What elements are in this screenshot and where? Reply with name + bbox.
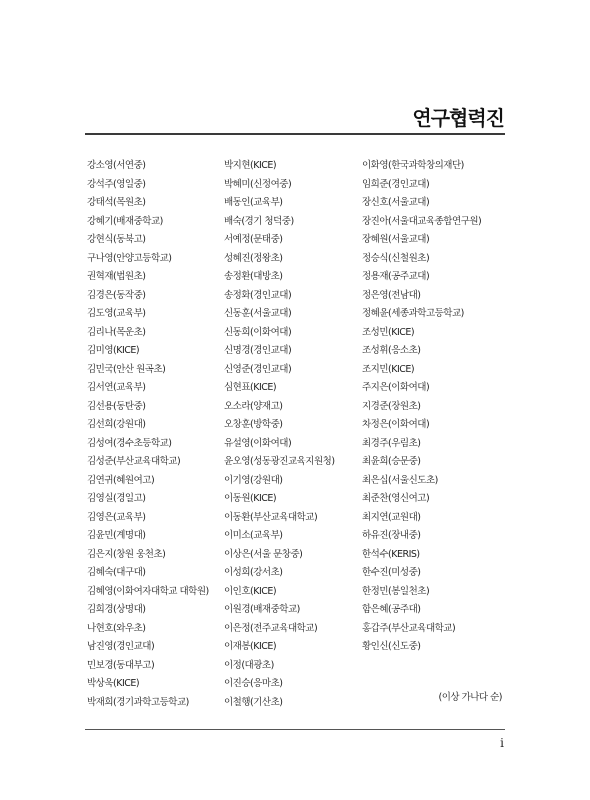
contributor-name: 한수진(미성중) — [362, 567, 421, 578]
contributor-name: 하유진(장내중) — [362, 530, 421, 541]
contributor-column-2 — [224, 157, 335, 712]
contributor-name: 김서연(교육부) — [87, 382, 146, 393]
contributor-name: 강석주(영일중) — [87, 178, 146, 190]
contributor-name: 김영실(경일고) — [87, 493, 146, 504]
contributor-name: 김성준(부산교육대학교) — [87, 456, 181, 467]
contributor-name: 권혁재(법원초) — [87, 271, 146, 282]
contributor-name: 최준찬(영신여고) — [362, 493, 430, 504]
contributor-name: 김혜영(이화여자대학교 대학원) — [87, 585, 209, 597]
contributor-name: 김미영(KICE) — [87, 345, 140, 356]
contributor-name: 송정화(경인교대) — [224, 289, 292, 301]
contributor-name: 최경주(우림초) — [362, 437, 421, 449]
contributor-name: 윤오영(성동광진교육지원청) — [224, 456, 335, 467]
contributor-name: 박혜미(신정여중) — [224, 178, 292, 190]
contributor-name: 배동인(교육부) — [224, 197, 283, 208]
contributor-name: 성혜진(정왕초) — [224, 252, 283, 264]
contributor-name: 강태석(목원초) — [87, 197, 146, 208]
contributor-name: 신영준(경인교대) — [224, 363, 292, 375]
contributor-name: 김희경(상명대) — [87, 604, 146, 615]
contributor-name: 김선용(동탄중) — [87, 400, 146, 412]
contributor-name: 박지현(KICE) — [224, 160, 277, 171]
contributor-name: 이철행(기산초) — [224, 696, 283, 708]
contributor-name: 황인신(신도중) — [362, 641, 421, 652]
contributor-name: 강현식(동북고) — [87, 234, 146, 245]
contributor-name: 신동희(이화여대) — [224, 326, 292, 338]
contributor-name: 심현표(KICE) — [224, 382, 277, 393]
contributor-name: 장신호(서울교대) — [362, 197, 430, 208]
contributor-name: 정혜윤(세종과학고등학교) — [362, 308, 464, 319]
contributor-name: 최은십(서울신도초) — [362, 474, 438, 486]
contributor-name: 박재희(경기과학고등학교) — [87, 696, 189, 708]
contributor-name: 이미소(교육부) — [224, 530, 283, 541]
contributor-name: 김선희(강원대) — [87, 419, 146, 430]
contributor-name: 지경준(장원초) — [362, 400, 421, 412]
contributor-name: 강소영(서연중) — [87, 160, 146, 171]
contributor-name: 한정민(봉일천초) — [362, 585, 430, 597]
contributor-name: 조지민(KICE) — [362, 363, 415, 375]
contributor-name: 이은정(전주교육대학교) — [224, 622, 318, 634]
contributor-name: 오창훈(방학중) — [224, 419, 283, 430]
contributor-name: 최지연(교원대) — [362, 511, 421, 523]
contributor-name: 신명경(경인교대) — [224, 345, 292, 356]
page-title: 연구협력진 — [412, 106, 504, 130]
contributor-name: 유설영(이화여대) — [224, 437, 292, 449]
contributor-name: 임희준(경인교대) — [362, 178, 430, 190]
contributor-name: 이정(대광초) — [224, 659, 274, 671]
contributor-name: 민보경(동대부고) — [87, 659, 155, 671]
contributor-name: 차정은(이화여대) — [362, 419, 430, 430]
contributor-name: 김도영(교육부) — [87, 308, 146, 319]
contributor-name: 이진승(응마초) — [224, 678, 283, 689]
contributor-name: 이원경(배재중학교) — [224, 604, 300, 615]
contributor-name: 주지은(이화여대) — [362, 382, 430, 393]
contributor-name: 정은영(전남대) — [362, 289, 421, 301]
contributor-name: 김성여(경수초등학교) — [87, 437, 172, 449]
contributor-name: 조성민(KICE) — [362, 326, 415, 338]
contributor-name: 정승식(신철원초) — [362, 252, 430, 264]
contributor-name: 장혜원(서울교대) — [362, 234, 430, 245]
contributor-name: 이성희(강서초) — [224, 567, 283, 578]
contributor-name: 최윤희(승문중) — [362, 456, 421, 467]
contributor-name: 김은지(창원 웅천초) — [87, 548, 166, 560]
title-divider — [85, 133, 505, 135]
contributor-name: 김민국(안산 원곡초) — [87, 363, 166, 375]
footer-divider — [85, 729, 505, 730]
contributor-name: 홍갑주(부산교육대학교) — [362, 622, 456, 634]
contributor-name: 신동훈(서울교대) — [224, 308, 292, 319]
contributor-name: 김영은(교육부) — [87, 511, 146, 523]
order-note: (이상 가나다 순) — [438, 692, 502, 703]
contributor-name: 김리나(목운초) — [87, 326, 146, 338]
contributor-name: 서예정(문태중) — [224, 234, 283, 245]
contributor-name: 박상욱(KICE) — [87, 678, 140, 689]
contributor-name: 조성휘(응소초) — [362, 345, 421, 356]
contributor-name: 김혜숙(대구대) — [87, 567, 146, 578]
contributor-name: 강혜기(배재중학교) — [87, 215, 163, 227]
contributor-name: 한석수(KERIS) — [362, 548, 420, 560]
contributor-name: 이재봉(KICE) — [224, 641, 277, 652]
contributor-name: 남진영(경인교대) — [87, 641, 155, 652]
contributor-name: 이동환(부산교육대학교) — [224, 511, 318, 523]
contributor-name: 장진아(서울대교육종합연구원) — [362, 215, 482, 227]
contributor-name: 이상은(서울 문창중) — [224, 548, 303, 560]
contributor-name: 이기영(강원대) — [224, 474, 283, 486]
contributor-name: 이화영(한국과학창의재단) — [362, 160, 464, 171]
contributor-name: 구나영(안양고등학교) — [87, 252, 172, 264]
contributor-name: 함은혜(공주대) — [362, 604, 421, 615]
contributor-name: 정용재(공주교대) — [362, 271, 430, 282]
contributor-column-1 — [87, 157, 209, 712]
contributor-name: 송정환(대방초) — [224, 271, 283, 282]
contributor-name: 나현호(와우초) — [87, 622, 146, 634]
contributor-name: 이동원(KICE) — [224, 493, 277, 504]
page-number: i — [500, 736, 504, 750]
contributor-name: 배숙(경기 청덕중) — [224, 215, 294, 227]
contributor-name: 이인호(KICE) — [224, 585, 277, 597]
contributor-name: 오소라(양재고) — [224, 400, 283, 412]
contributor-name: 김연귀(혜원여고) — [87, 474, 155, 486]
contributor-column-3 — [362, 157, 481, 657]
contributor-name: 김경은(동작중) — [87, 289, 146, 301]
contributor-name: 김윤민(계명대) — [87, 530, 146, 541]
